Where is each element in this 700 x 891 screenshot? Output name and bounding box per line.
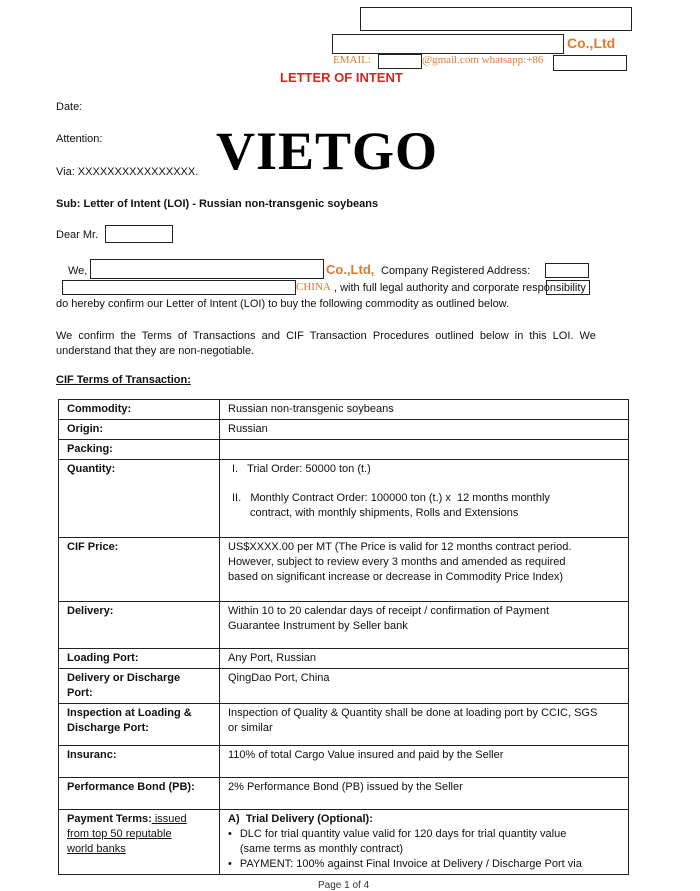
redacted-company-name-line2 [332,34,564,54]
table-row [59,400,629,420]
payment-terms-key-rest2: from top 50 reputable [67,828,172,840]
cif-price-value [220,538,629,602]
redacted-address-part1 [545,263,589,278]
inspection-line2: or similar [228,722,273,734]
inspection-key-line2: Discharge Port: [67,722,149,734]
payment-trial-heading: A) Trial Delivery (Optional): [228,813,373,825]
list-item [228,857,620,872]
discharge-port-key [59,669,220,704]
vietgo-watermark: VIETGO [216,121,439,181]
table-row [59,460,629,538]
cif-terms-heading: CIF Terms of Transaction: [56,374,191,386]
insurance-value: 110% of total Cargo Value insured and paid by the Seller [220,746,629,778]
table-row [59,704,629,746]
discharge-port-value: QingDao Port, China [220,669,629,704]
cif-price-line2: However, subject to review every 3 months and amended as required [228,556,566,568]
delivery-value [220,602,629,649]
intro-address-label: Company Registered Address: [381,265,531,277]
cif-price-key: CIF Price: [59,538,220,602]
table-row [59,778,629,810]
salutation: Dear Mr. [56,229,99,241]
payment-terms-key [59,810,220,875]
page-footer: Page 1 of 4 [318,880,370,891]
delivery-key: Delivery: [59,602,220,649]
quantity-key: Quantity: [59,460,220,538]
loading-port-value: Any Port, Russian [220,649,629,669]
table-row [59,440,629,460]
performance-bond-value: 2% Performance Bond (PB) issued by the Seller [220,778,629,810]
discharge-port-key-line1: Delivery or Discharge [67,672,181,684]
intro-company-suffix: Co.,Ltd, [326,262,375,277]
delivery-line1: Within 10 to 20 calendar days of receipt / confirmation of Payment [228,605,549,617]
redacted-address-part2 [62,280,296,295]
payment-terms-value [220,810,629,875]
commodity-value: Russian non-transgenic soybeans [220,400,629,420]
redacted-company-name-line1 [360,7,632,31]
confirm-paragraph-line2: understand that they are non-negotiable. [56,345,255,357]
payment-terms-key-bold: Payment Terms: [67,813,152,825]
loading-port-key: Loading Port: [59,649,220,669]
inspection-line1: Inspection of Quality & Quantity shall be done at loading port by CCIC, SGS [228,707,598,719]
quantity-trial-order: I. Trial Order: 50000 ton (t.) [232,463,371,475]
payment-bullet1-line1: DLC for trial quantity value valid for 120 days for trial quantity value [239,828,567,840]
inspection-key [59,704,220,746]
commodity-key: Commodity: [59,400,220,420]
document-title: LETTER OF INTENT [280,70,403,85]
packing-value [220,440,629,460]
discharge-port-key-line2: Port: [67,687,93,699]
table-row [59,746,629,778]
payment-terms-key-rest3: world banks [67,843,126,855]
cif-price-line1: US$XXXX.00 per MT (The Price is valid for 12 months contract period. [228,541,572,553]
insurance-key: Insuranc: [59,746,220,778]
subject-line: Sub: Letter of Intent (LOI) - Russian non-transgenic soybeans [56,198,379,210]
packing-key: Packing: [59,440,220,460]
performance-bond-key: Performance Bond (PB): [59,778,220,810]
table-row [59,669,629,704]
table-row [59,810,629,875]
redacted-email-user [378,54,422,69]
origin-value: Russian [220,420,629,440]
quantity-value [220,460,629,538]
header-email-label: EMAIL: [333,54,371,66]
cif-terms-table [58,399,629,875]
attention-label: Attention: [56,133,103,145]
date-label: Date: [56,101,83,113]
bullet-icon: • [228,858,232,870]
table-row [59,420,629,440]
redacted-recipient-name [105,225,173,243]
quantity-monthly-order-cont: contract, with monthly shipments, Rolls and Extensions [250,507,519,519]
table-row [59,602,629,649]
intro-we: We, [68,265,88,277]
redacted-buyer-company [90,259,324,279]
origin-key: Origin: [59,420,220,440]
inspection-key-line1: Inspection at Loading & [67,707,192,719]
bullet-icon: • [228,828,232,840]
intro-country: CHINA [296,281,331,293]
payment-bullet1-line2: (same terms as monthly contract) [239,843,404,855]
redacted-whatsapp-number [553,55,627,71]
header-company-suffix: Co.,Ltd [567,35,616,51]
confirm-paragraph-line1: We confirm the Terms of Transactions and CIF Transaction Procedures outlined below in this LOI. We [56,330,596,342]
inspection-value [220,704,629,746]
quantity-monthly-order: II. Monthly Contract Order: 100000 ton (t.) x 12 months monthly [232,492,550,504]
via-line: Via: XXXXXXXXXXXXXXXX. [56,166,199,178]
table-row [59,538,629,602]
table-row [59,649,629,669]
list-item [228,827,620,857]
delivery-line2: Guarantee Instrument by Seller bank [228,620,408,632]
intro-line2-rest: , with full legal authority and corporate responsibility [334,282,586,294]
payment-terms-key-rest1: issued [151,813,187,825]
header-email-domain: @gmail.com whatsapp:+86 [422,54,544,66]
payment-bullet2: PAYMENT: 100% against Final Invoice at Delivery / Discharge Port via [239,858,582,870]
cif-price-line3: based on significant increase or decrease in Commodity Price Index) [228,571,564,583]
intro-line3: do hereby confirm our Letter of Intent (LOI) to buy the following commodity as outlined below. [56,298,510,310]
